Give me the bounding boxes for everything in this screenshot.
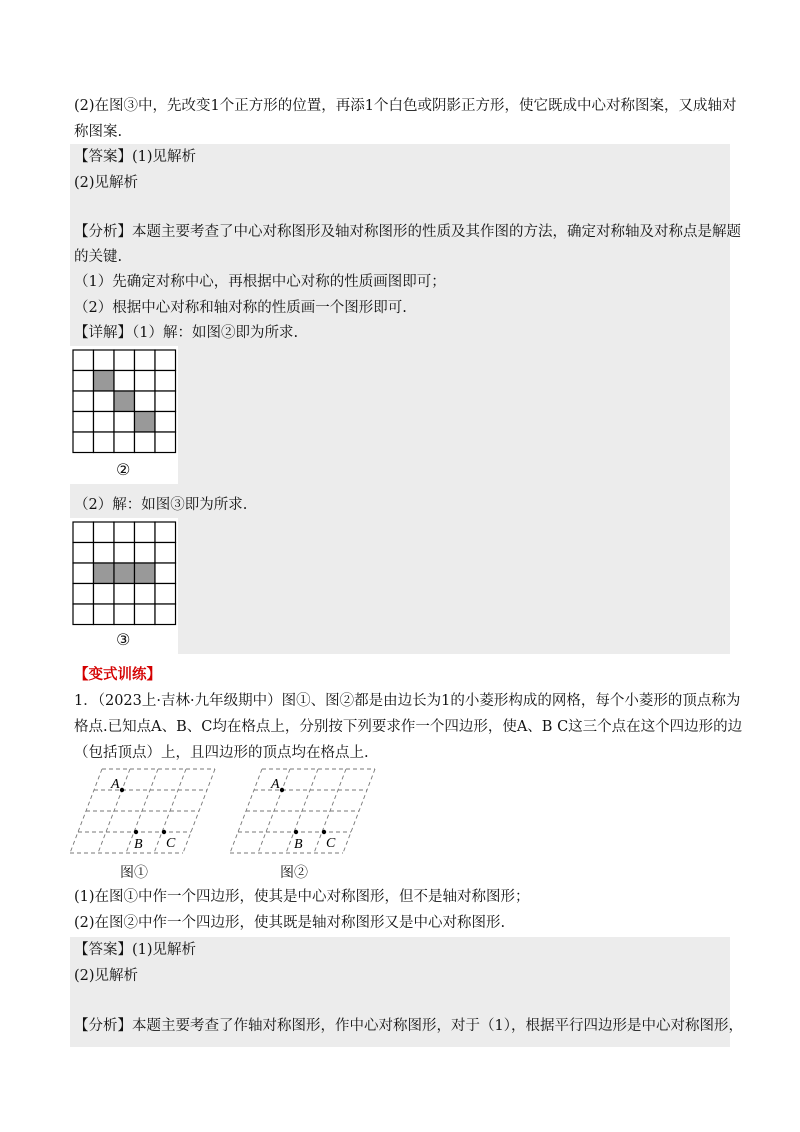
step-line-1: （1）先确定对称中心，再根据中心对称的性质画图即可； [74, 274, 446, 290]
grid-cell [114, 522, 135, 543]
grid-cell-filled [135, 563, 156, 584]
grid-cell [94, 350, 115, 371]
rhombus-grid-2 [230, 766, 390, 860]
question-2-line-2: 称图案. [74, 124, 123, 140]
answer-line-2: (2)见解析 [74, 175, 139, 191]
grid-cell [155, 543, 176, 564]
grid-cell-filled [114, 391, 135, 412]
grid-cell [135, 584, 156, 605]
detail-line-2: （2）解：如图③即为所求. [74, 497, 248, 513]
grid-cell [155, 412, 176, 433]
analysis-line-2: 的关键. [74, 249, 123, 265]
point-b-dot [294, 830, 298, 834]
grid-cell [73, 604, 94, 625]
grid-2-label: ② [116, 460, 131, 479]
point-a-dot [120, 788, 124, 792]
grid-cell [94, 584, 115, 605]
point-a-label: A [111, 777, 120, 792]
problem-1-line-2: 格点.已知点A、B、C均在格点上，分别按下列要求作一个四边形，使A、B C这三个点在这个四边形的边 [74, 719, 743, 735]
grid-cell [155, 584, 176, 605]
problem-1-q1: (1)在图①中作一个四边形，使其是中心对称图形，但不是轴对称图形； [74, 889, 530, 905]
grid-2-svg [70, 346, 178, 456]
grid-cell [135, 350, 156, 371]
point-b-dot [134, 830, 138, 834]
grid-cell [155, 563, 176, 584]
grid-cell [114, 371, 135, 392]
answer-line-1: 【答案】(1)见解析 [74, 149, 197, 165]
analysis-line-1: 【分析】本题主要考查了中心对称图形及轴对称图形的性质及其作图的方法，确定对称轴及对称点是解题 [74, 224, 741, 240]
point-c-dot [322, 830, 326, 834]
problem-1-analysis: 【分析】本题主要考查了作轴对称图形，作中心对称图形，对于（1），根据平行四边形是中心对称图形， [74, 1018, 743, 1034]
rhombus-grid-1-label: 图① [120, 865, 148, 881]
grid-cell [114, 543, 135, 564]
problem-1-answer-2: (2)见解析 [74, 968, 139, 984]
grid-cell [73, 563, 94, 584]
point-a-dot [280, 788, 284, 792]
problem-1-q2: (2)在图②中作一个四边形，使其既是轴对称图形又是中心对称图形. [74, 915, 506, 931]
grid-cell [73, 543, 94, 564]
problem-1-line-1: 1．（2023上·吉林·九年级期中）图①、图②都是由边长为1的小菱形构成的网格，每个小菱形的顶点称为 [74, 693, 741, 709]
point-b-label: B [294, 837, 303, 852]
grid-cell [155, 522, 176, 543]
grid-cell [73, 584, 94, 605]
grid-3-svg [70, 518, 178, 628]
grid-cell-filled [114, 563, 135, 584]
grid-cell [94, 604, 115, 625]
grid-cell-filled [94, 371, 115, 392]
grid-cell [155, 350, 176, 371]
grid-cell [94, 412, 115, 433]
problem-1-answer-1: 【答案】(1)见解析 [74, 942, 197, 958]
problem-1-line-3: （包括顶点）上，且四边形的顶点均在格点上. [74, 745, 369, 761]
grid-cell [114, 350, 135, 371]
grid-cell [114, 604, 135, 625]
grid-cell [94, 432, 115, 453]
question-2-line-1: (2)在图③中，先改变1个正方形的位置，再添1个白色或阴影正方形，使它既成中心对称图案，又成轴对 [74, 98, 737, 114]
point-c-dot [162, 830, 166, 834]
step-line-2: （2）根据中心对称和轴对称的性质画一个图形即可. [74, 300, 407, 316]
grid-cell-filled [94, 563, 115, 584]
grid-cell [135, 371, 156, 392]
grid-cell [94, 522, 115, 543]
grid-cell [73, 371, 94, 392]
grid-figure-3 [70, 518, 178, 654]
grid-cell [73, 350, 94, 371]
grid-cell [135, 604, 156, 625]
grid-cell [155, 391, 176, 412]
grid-cell [73, 522, 94, 543]
grid-cell [114, 412, 135, 433]
grid-cell [135, 391, 156, 412]
grid-cell [114, 584, 135, 605]
variant-training-title: 【变式训练】 [74, 666, 161, 683]
grid-cell [135, 522, 156, 543]
grid-cell-filled [135, 412, 156, 433]
grid-cell [73, 412, 94, 433]
grid-cell [73, 432, 94, 453]
grid-3-label: ③ [116, 630, 131, 649]
point-b-label: B [134, 837, 143, 852]
rhombus-grid-2-label: 图② [280, 865, 308, 881]
grid-cell [135, 543, 156, 564]
grid-cell [94, 543, 115, 564]
detail-line-1: 【详解】（1）解：如图②即为所求. [74, 325, 299, 341]
point-c-label: C [326, 836, 336, 851]
grid-figure-2 [70, 346, 178, 484]
grid-cell [155, 432, 176, 453]
point-a-label: A [271, 777, 280, 792]
point-c-label: C [166, 836, 176, 851]
grid-cell [155, 604, 176, 625]
grid-cell [135, 432, 156, 453]
grid-cell [94, 391, 115, 412]
grid-cell [73, 391, 94, 412]
grid-cell [155, 371, 176, 392]
grid-cell [114, 432, 135, 453]
rhombus-grid-1 [70, 766, 230, 860]
